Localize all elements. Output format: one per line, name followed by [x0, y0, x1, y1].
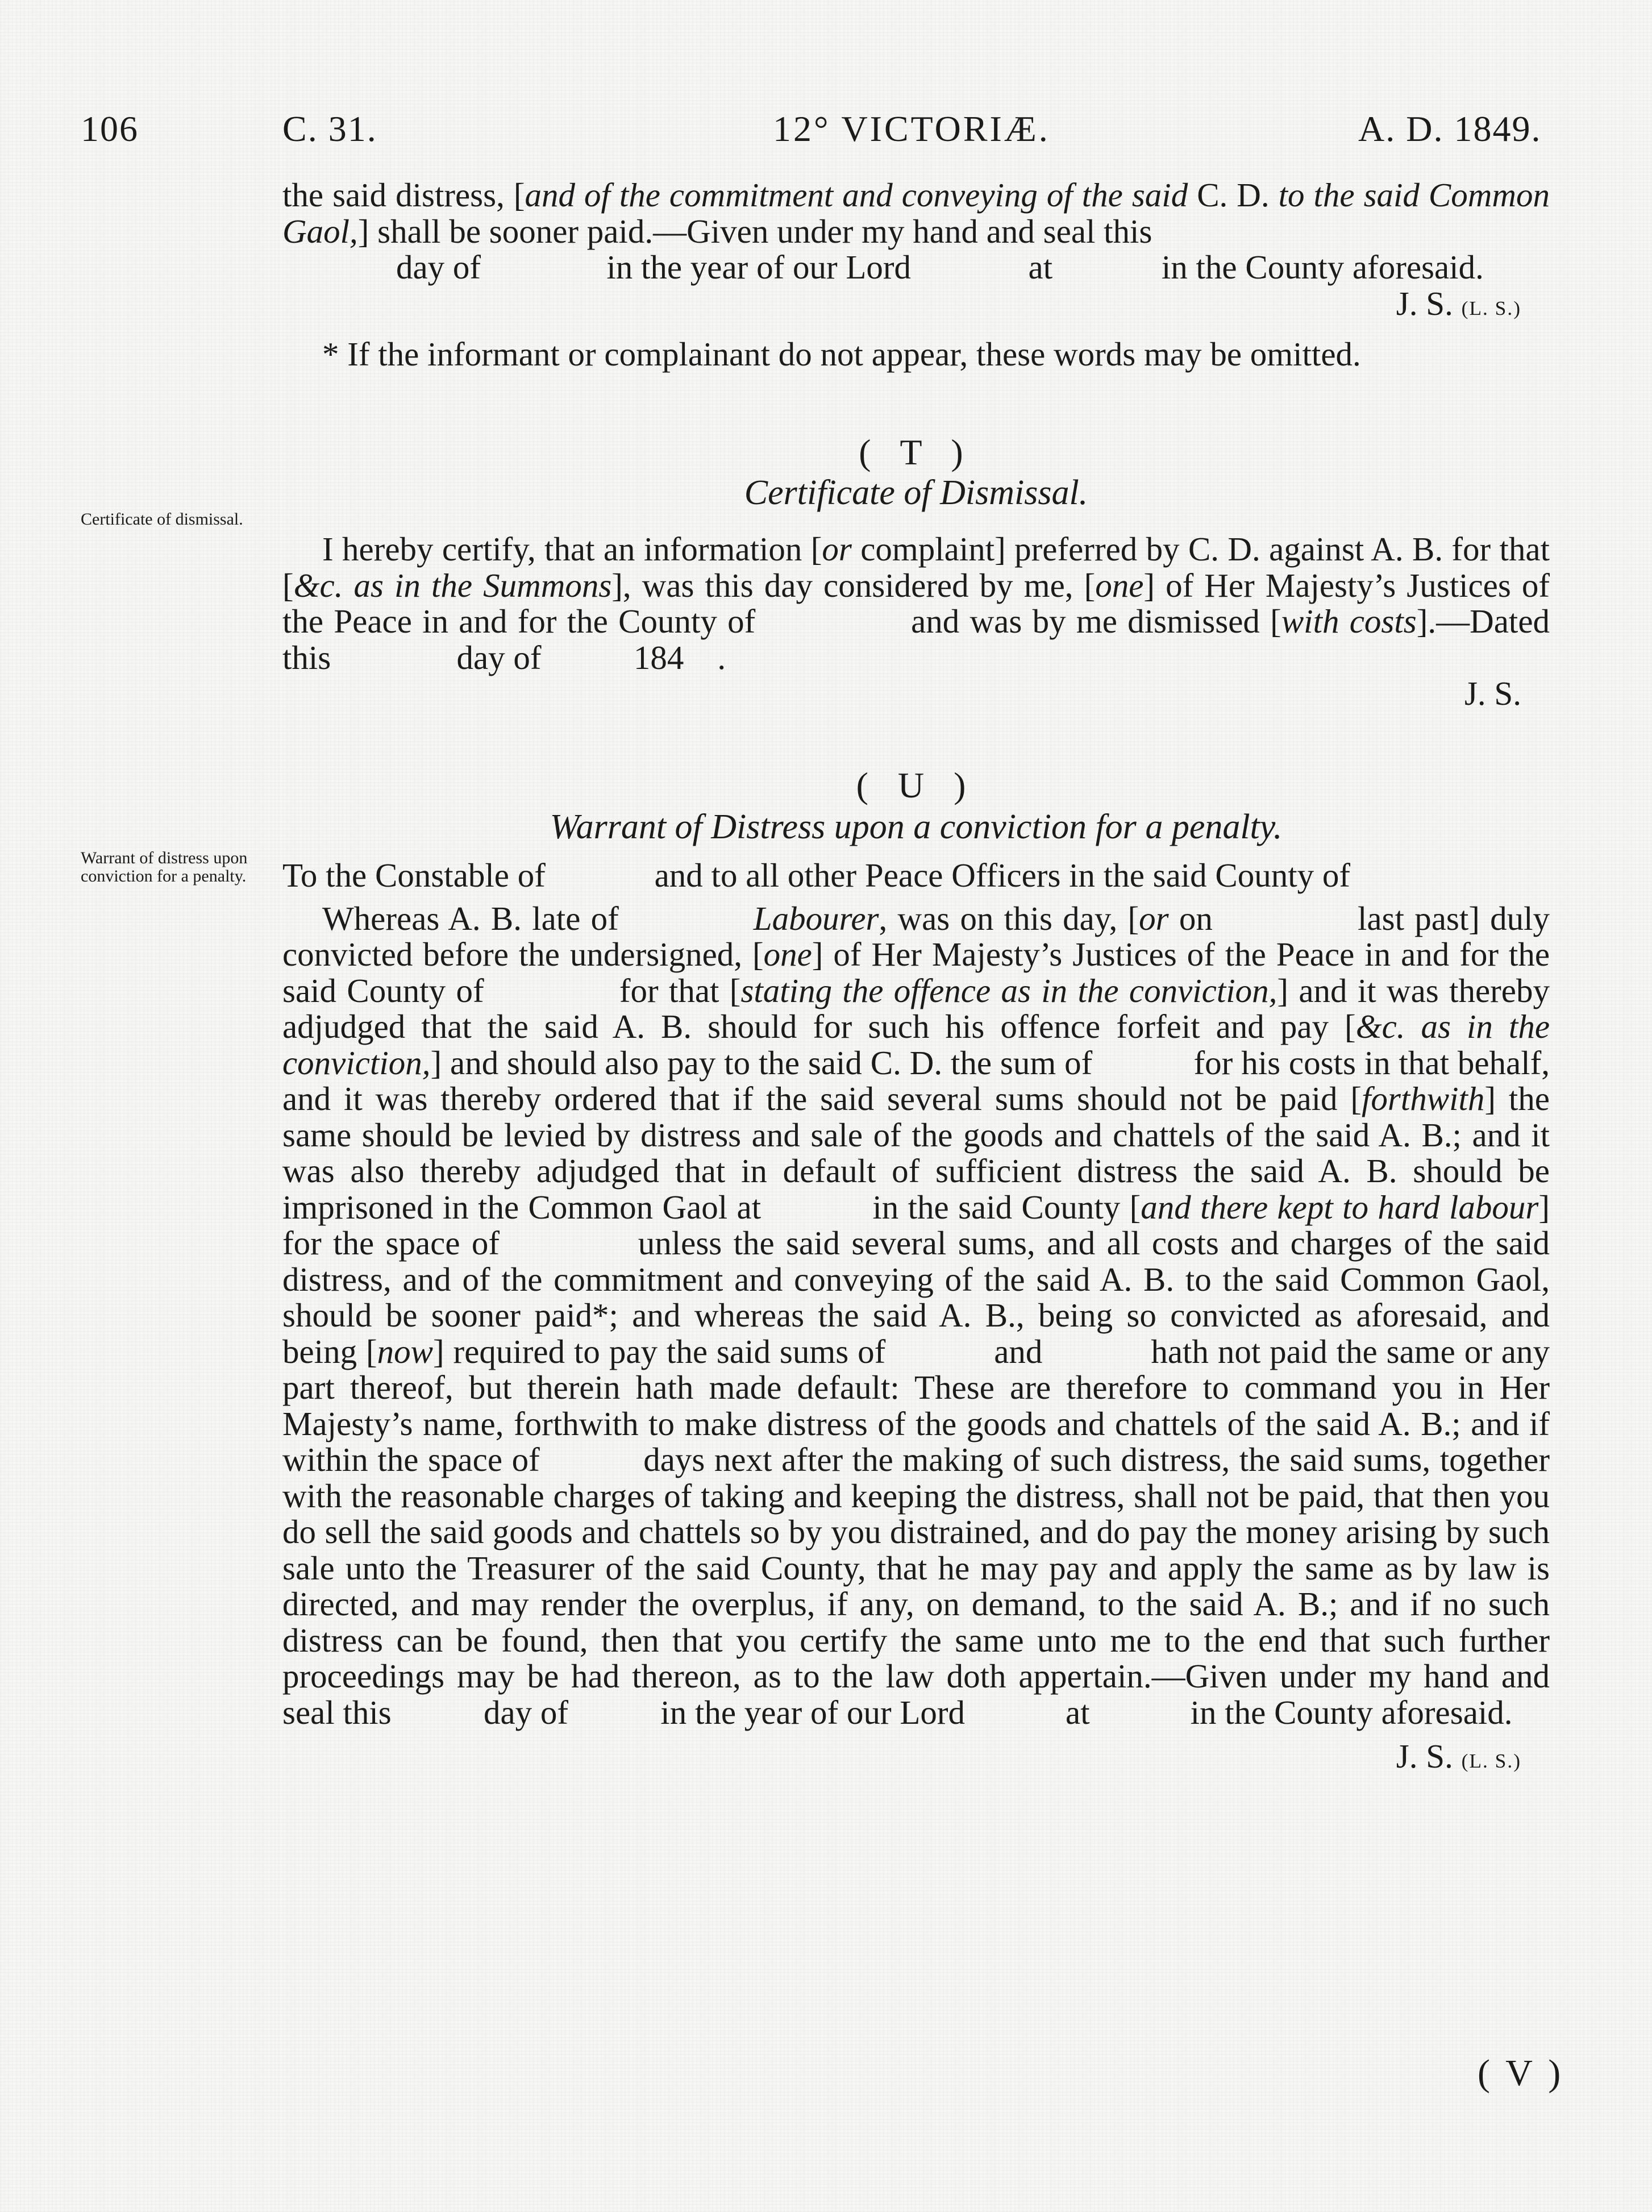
- margin-note-certificate: Certificate of dismissal.: [81, 510, 243, 529]
- signature: J. S.: [1396, 1737, 1453, 1775]
- seal-mark: (L. S.): [1461, 1749, 1521, 1772]
- margin-note-warrant: Warrant of distress upon conviction for a penalty.: [81, 849, 248, 885]
- continuation-dateline: day of in the year of our Lord at in the County aforesaid.: [396, 248, 1484, 286]
- form-t-letter: ( T ): [859, 432, 973, 472]
- continuation-signature-line: [282, 286, 1550, 327]
- regnal-year: 12° VICTORIÆ.: [773, 109, 1050, 149]
- form-u-title: Warrant of Distress upon a conviction for a penalty.: [550, 807, 1283, 846]
- form-u-section: [282, 767, 1550, 1779]
- form-t-text: I hereby certify, that an information [or complaint] preferred by C. D. against A. B. for that [&c. as in the Summons], was this day considered by me, [one] of Her Majesty’s Justices of the Peace in and for the County of and was by me dismissed [with costs].—Dated this day of 184 .: [282, 530, 1550, 676]
- form-u-text: Whereas A. B. late of Labourer, was on this day, [or on last past] duly convicted before the undersigned, [one] of Her Majesty’s Justices of the Peace in and for the said County of for that [stating the offence as in the conviction,] and it was thereby adjudged that the said A. B. should for such his offence forfeit and pay [&c. as in the conviction,] and should also pay to the said C. D. the sum of for his costs in that behalf, and it was thereby ordered that if the said several sums should not be paid [forthwith] the same should be levied by distress and sale of the goods and chattels of the said A. B.; and it was also thereby adjudged that in default of sufficient distress the said A. B. should be imprisoned in the Common Gaol at in the said County [and there kept to hard labour] for the space of unless the said several sums, and all costs and charges of the said distress, and of the commitment and conveying of the said A. B. to the said Common Gaol, should be sooner paid*; and whereas the said A. B., being so convicted as aforesaid, and being [now] required to pay the said sums of and hath not paid the same or any part thereof, but therein hath made default: These are therefore to command you in Her Majesty’s name, forthwith to make distress of the goods and chattels of the said A. B.; and if within the space of days next after the making of such distress, the said sums, together with the reasonable charges of taking and keeping the distress, shall not be paid, that then you do sell the said goods and chattels so by you distrained, and do pay the money arising by such sale unto the Treasurer of the said County, that he may pay and apply the same as by law is directed, and may render the overplus, if any, on demand, to the said A. B.; and if no such distress can be found, then that you certify the same unto me to the end that such further proceedings may be had thereon, as to the law doth appertain.—Given under my hand and seal this day of in the year of our Lord at in the County aforesaid.: [282, 899, 1550, 1731]
- form-t-section: [282, 434, 1550, 712]
- continuation-text: the said distress, [and of the commitment and conveying of the said C. D. to the said Common Gaol,] shall be sooner paid.—Given under my hand and seal this: [282, 176, 1550, 250]
- continuation-section: [282, 177, 1550, 373]
- chapter-number: C. 31.: [282, 109, 377, 149]
- form-u-address: To the Constable of and to all other Peace Officers in the said County of: [282, 856, 1351, 894]
- catchword: ( V ): [1478, 2052, 1564, 2094]
- form-t-signature: J. S.: [1464, 675, 1521, 712]
- footnote: * If the informant or complainant do not appear, these words may be omitted.: [322, 335, 1361, 373]
- seal-mark: (L. S.): [1461, 296, 1521, 319]
- page-number: 106: [81, 109, 139, 149]
- form-u-letter: ( U ): [856, 765, 976, 805]
- form-t-title: Certificate of Dismissal.: [744, 473, 1088, 512]
- form-u-signature-line: [282, 1739, 1550, 1779]
- signature: J. S.: [1396, 284, 1453, 322]
- anno-domini: A. D. 1849.: [1358, 109, 1542, 149]
